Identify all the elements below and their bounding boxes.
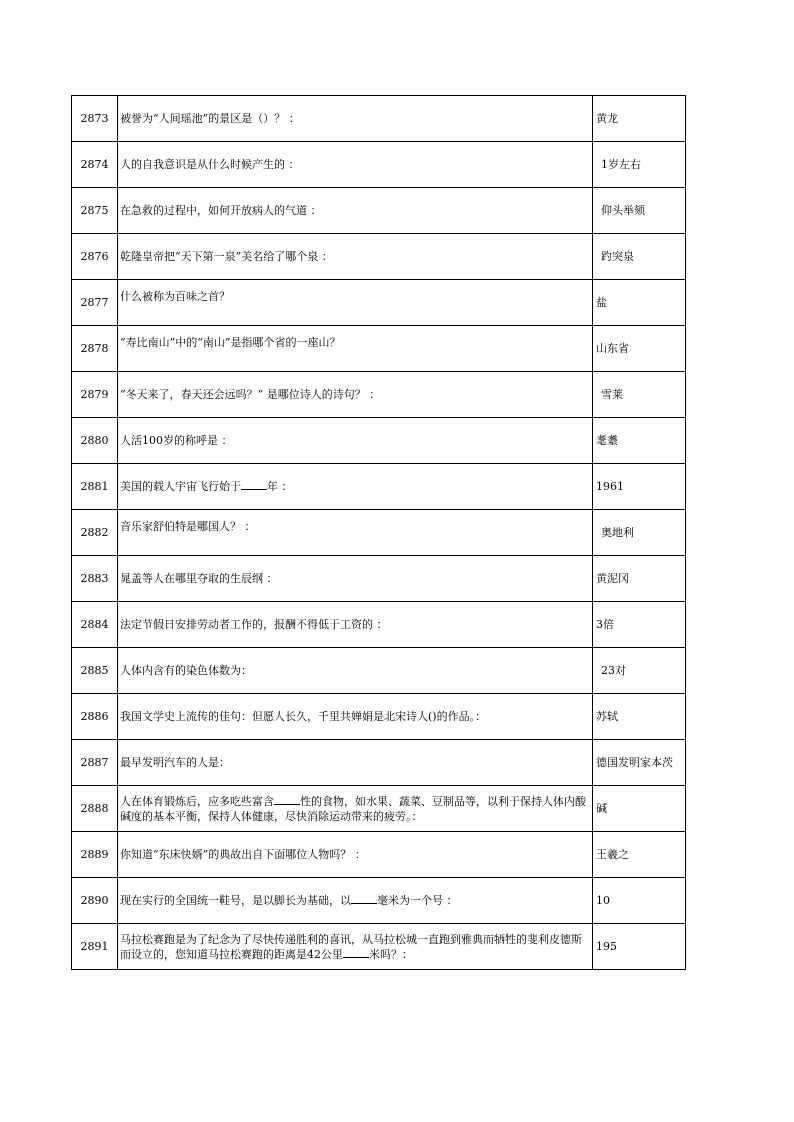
fill-blank [343,947,369,958]
row-number: 2891 [72,924,118,970]
question-text [118,878,593,924]
question-part-a: 人在体育锻炼后，应多吃些富含 [120,794,274,808]
table-row [72,648,686,694]
question-part-b: 毫米为一个号 ： [377,894,458,907]
question-part-a: 美国的载人宇宙飞行始于 [120,480,241,493]
question-part-b: 米吗？： [369,947,413,961]
answer-text: 苏轼 [593,694,686,740]
answer-text: 仰头举颏 [593,188,686,234]
table-row [72,280,686,326]
row-number: 2880 [72,418,118,464]
question-text: 乾隆皇帝把“天下第一泉”美名给了哪个泉 ： [118,234,593,280]
question-text: 人体内含有的染色体数为： [118,648,593,694]
table-row [72,832,686,878]
quiz-table [71,95,686,970]
answer-text: 雪莱 [593,372,686,418]
row-number: 2887 [72,740,118,786]
row-number: 2881 [72,464,118,510]
row-number: 2879 [72,372,118,418]
table-row [72,464,686,510]
answer-text: 德国发明家本茨 [593,740,686,786]
question-text [118,510,593,556]
table-row [72,142,686,188]
table-row [72,878,686,924]
row-number: 2884 [72,602,118,648]
row-number: 2886 [72,694,118,740]
row-number: 2876 [72,234,118,280]
table-row [72,602,686,648]
table-row [72,924,686,970]
row-number: 2889 [72,832,118,878]
answer-text: 195 [593,924,686,970]
row-number: 2877 [72,280,118,326]
answer-text: 23对 [593,648,686,694]
question-text: 你知道“东床快婿”的典故出自下面哪位人物吗？ ： [118,832,593,878]
row-number: 2883 [72,556,118,602]
fill-blank [274,794,300,805]
answer-text: 10 [593,878,686,924]
row-number: 2875 [72,188,118,234]
table-row [72,326,686,372]
row-number: 2873 [72,96,118,142]
question-text [118,924,593,970]
question-text: 在急救的过程中，如何开放病人的气道 ： [118,188,593,234]
row-number: 2888 [72,786,118,832]
table-row [72,96,686,142]
row-number: 2882 [72,510,118,556]
table-row [72,740,686,786]
row-number: 2885 [72,648,118,694]
answer-text: 山东省 [593,326,686,372]
answer-text: 1961 [593,464,686,510]
answer-text: 黄龙 [593,96,686,142]
question-text: 被誉为“人间瑶池”的景区是（）？ ： [118,96,593,142]
question-part-b: 年 ： [267,480,293,493]
table-row [72,510,686,556]
answer-text: 碱 [593,786,686,832]
question-text: 最早发明汽车的人是： [118,740,593,786]
fill-blank [241,479,267,490]
fill-blank [351,893,377,904]
table-row [72,418,686,464]
question-text [118,786,593,832]
question-text [118,280,593,326]
question-text: “冬天来了，春天还会远吗？” 是哪位诗人的诗句？ ： [118,372,593,418]
answer-text: 王羲之 [593,832,686,878]
answer-text: 盐 [593,280,686,326]
answer-text: 耄耋 [593,418,686,464]
row-number: 2890 [72,878,118,924]
answer-text: 黄泥冈 [593,556,686,602]
answer-text: 奥地利 [593,510,686,556]
table-row [72,372,686,418]
table-row [72,694,686,740]
row-number: 2874 [72,142,118,188]
question-part-a: 马拉松赛跑是为了纪念为了尽快传递胜利的喜讯，从马拉松城一直跑到雅典而牺牲的斐利皮德斯而设立的，您知道马拉松赛跑的距离是42公里 [120,932,582,961]
question-part-a: 现在实行的全国统一鞋号，是以脚长为基础，以 [120,894,351,907]
answer-text: 趵突泉 [593,234,686,280]
question-text: 人的自我意识是从什么时候产生的 ： [118,142,593,188]
answer-text: 1岁左右 [593,142,686,188]
question-text-inner: “寿比南山”中的“南山”是指哪个省的一座山？ [120,336,341,349]
question-part-b: 性的食物，如水果、蔬菜、豆制品等，以利于保持人体内酸碱度的基本平衡，保持人体健康，尽快消除运动带来的疲劳。： [120,794,586,823]
table-row [72,188,686,234]
question-text: 法定节假日安排劳动者工作的，报酬不得低于工资的 ： [118,602,593,648]
question-text [118,464,593,510]
row-number: 2878 [72,326,118,372]
table-row [72,786,686,832]
question-text: 我国文学史上流传的佳句：但愿人长久，千里共婵娟是北宋诗人()的作品。： [118,694,593,740]
question-text [118,326,593,372]
question-text: 人活100岁的称呼是 ： [118,418,593,464]
question-text: 晁盖等人在哪里夺取的生辰纲 ： [118,556,593,602]
question-text-inner: 什么被称为百味之首？ [120,290,230,303]
table-row [72,556,686,602]
table-row [72,234,686,280]
answer-text: 3倍 [593,602,686,648]
question-text-inner: 音乐家舒伯特是哪国人？ ： [120,520,256,533]
